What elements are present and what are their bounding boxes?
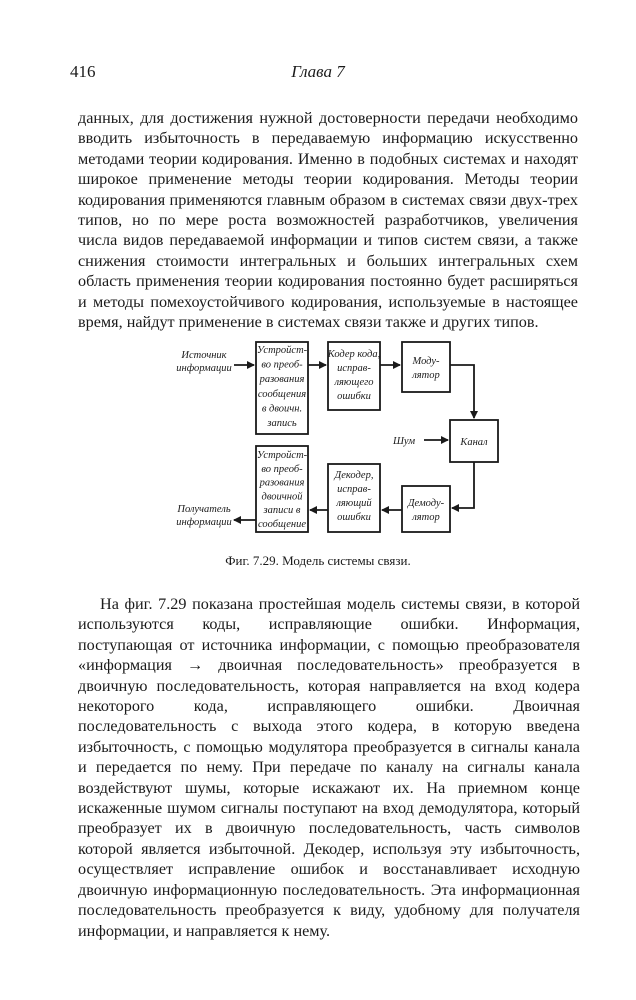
modulator-label: Моду-лятор bbox=[412, 356, 440, 381]
arrow-modulator-channel bbox=[450, 365, 474, 418]
source-label: Источник информации bbox=[176, 350, 232, 374]
chapter-title: Глава 7 bbox=[291, 62, 345, 81]
demodulator-label: Демоду-лятор bbox=[407, 498, 445, 523]
communication-system-diagram bbox=[168, 330, 508, 536]
paragraph-1: данных, для достижения нужной достоверности передачи необходимо вводить избыточность в передаваемую информацию искусственно методами теории кодирования. Именно в подобных системах и находят широкое применение методы теории кодирования. Методы теории кодирования применяются главным образом в системах связи двух-трех типов, но по мере роста возможностей разработчиков, увеличения числа видов передаваемой информации и типов систем связи, а также снижения стоимости интегральных и больших интегральных схем область применения теории кодирования постоянно будет расширяться и методы помехоустойчивого кодирования, используемые в настоящее время, найдут применение в системах связи также и других типов. bbox=[78, 109, 578, 332]
decoder-label: Декодер, исправ-ляющий ошибки bbox=[334, 470, 374, 523]
converter-in-label: Устройст-во преоб-разования сообщения в двоичн. запись bbox=[256, 345, 308, 429]
encoder-label: Кодер кода, исправ-ляющего ошибки bbox=[327, 349, 381, 402]
modulator-box bbox=[402, 342, 450, 392]
receiver-label: Получатель информации bbox=[176, 504, 232, 528]
channel-label: Канал bbox=[460, 437, 488, 448]
arrow-channel-demodulator bbox=[452, 462, 474, 508]
figure-caption: Фиг. 7.29. Модель системы связи. bbox=[225, 553, 411, 568]
noise-label: Шум bbox=[392, 436, 416, 447]
page-number: 416 bbox=[70, 62, 96, 81]
paragraph-2: На фиг. 7.29 показана простейшая модель системы связи, в которой используются коды, исправляющие ошибки. Информация, поступающая от источника информации, с помощью преобразователя «информация → двоичная последовательность» преобразуется в двоичную последовательность, которая направляется на вход кодера некоторого кода, исправляющего ошибки. Двоичная последовательность с выхода этого кодера, в которую введена избыточность, с помощью модулятора преобразуется в сигналы канала и передается по нему. При передаче по каналу на сигналы канала воздействуют шумы, которые искажают их. На приемном конце искаженные шумом сигналы поступают на вход демодулятора, который преобразует их в двоичную последовательность, часть символов которой является избыточной. Декодер, используя эту избыточность, осуществляет исправление ошибок и восстанавливает исходную двоичную информационную последовательность. Эта информационная последовательность преобразуется к виду, удобному для получателя информации, и направляется к нему. bbox=[78, 595, 580, 940]
page-header bbox=[0, 62, 636, 84]
demodulator-box bbox=[402, 486, 450, 532]
converter-out-label: Устройст-во преоб-разования двоичной записи в сообщение bbox=[256, 450, 308, 530]
